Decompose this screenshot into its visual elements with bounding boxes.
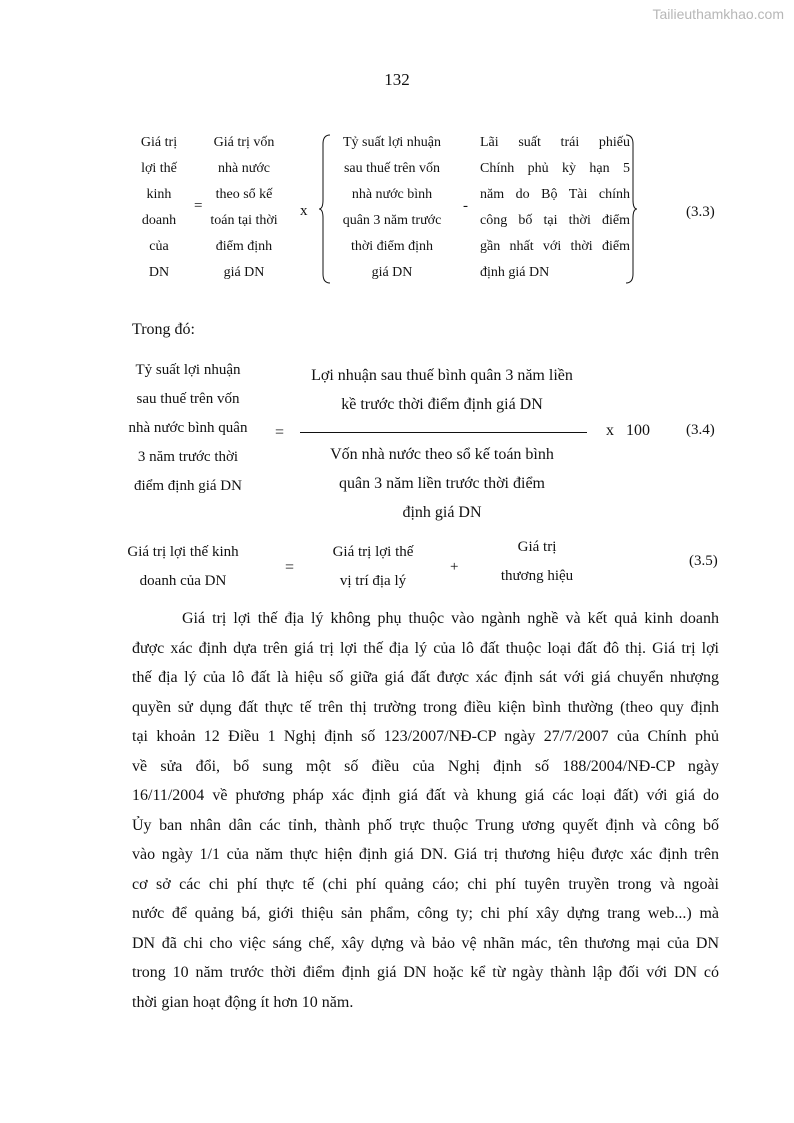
eq34-numerator bbox=[296, 361, 588, 419]
paragraph-line: vào ngày 1/1 của năm thực hiện định giá DN. Giá trị thương hiệu được xác định trên bbox=[132, 846, 719, 863]
eq33-lhs-line: của bbox=[149, 239, 169, 254]
eq33-equals-sign: = bbox=[194, 198, 203, 214]
paragraph-line: thế địa lý của lô đất là hiệu số giữa giá đất được xác định sát với giá chuyển nhượng bbox=[132, 669, 719, 686]
eq35-number: (3.5) bbox=[689, 553, 718, 569]
right-brace-icon bbox=[624, 134, 638, 284]
eq33-term-capital bbox=[198, 130, 290, 286]
eq33-term-line: định giá DN bbox=[480, 265, 550, 280]
eq34-numerator-line: Lợi nhuận sau thuế bình quân 3 năm liền bbox=[311, 367, 573, 384]
eq33-minus-sign: - bbox=[463, 198, 468, 214]
paragraph-line: Giá trị lợi thế địa lý không phụ thuộc vào ngành nghề và kết quả kinh doanh bbox=[182, 610, 719, 627]
eq35-lhs-line: doanh của DN bbox=[139, 573, 227, 589]
page-number: 132 bbox=[384, 70, 410, 89]
eq33-term-line: Giá trị vốn bbox=[213, 135, 275, 150]
paragraph-line: 16/11/2004 về phương pháp xác định giá đất và khung giá các loại đất) với giá do bbox=[132, 787, 719, 804]
eq33-term-profit-rate bbox=[330, 130, 454, 286]
eq33-term-line: công bố tại thời điểm bbox=[480, 213, 630, 228]
eq33-term-line: nhà nước bbox=[218, 161, 270, 176]
eq33-term-line: sau thuế trên vốn bbox=[343, 161, 441, 176]
paragraph-line: quyền sử dụng đất thực tế trên thị trường trong điều kiện bình thường (theo quy định bbox=[132, 698, 719, 716]
eq34-number: (3.4) bbox=[686, 422, 715, 438]
eq35-plus-sign: + bbox=[450, 559, 459, 575]
eq33-term-line: điểm định bbox=[215, 239, 273, 254]
eq35-term-brand bbox=[488, 533, 586, 591]
eq33-lhs-line: Giá trị bbox=[140, 135, 178, 150]
eq33-term-bond-rate bbox=[480, 130, 630, 286]
eq33-term-line: Tỷ suất lợi nhuận bbox=[343, 135, 441, 150]
eq35-lhs-line: Giá trị lợi thế kinh bbox=[127, 544, 239, 560]
where-label: Trong đó: bbox=[132, 321, 195, 338]
eq33-term-line: năm do Bộ Tài chính bbox=[480, 187, 630, 202]
eq33-term-line: nhà nước bình bbox=[351, 187, 433, 202]
eq34-lhs-line: điểm định giá DN bbox=[134, 478, 242, 494]
eq33-term-line: thời điểm định bbox=[350, 239, 434, 254]
eq35-lhs bbox=[110, 538, 256, 596]
eq35-equals-sign: = bbox=[285, 559, 295, 576]
eq35-term-line: vị trí địa lý bbox=[339, 573, 407, 589]
eq34-denominator bbox=[296, 440, 588, 527]
eq35-term-line: thương hiệu bbox=[500, 568, 574, 584]
eq33-term-line: Chính phủ kỳ hạn 5 bbox=[480, 161, 630, 176]
eq33-times-sign: x bbox=[300, 203, 308, 219]
eq33-term-line: toán tại thời bbox=[210, 213, 278, 228]
watermark: Tailieuthamkhao.com bbox=[652, 6, 784, 22]
paragraph-line: tại khoản 12 Điều 1 Nghị định số 123/2007/NĐ-CP ngày 27/7/2007 của Chính phủ bbox=[132, 728, 719, 745]
eq34-factor: 100 bbox=[626, 422, 650, 439]
eq33-term-line: quân 3 năm trước bbox=[342, 213, 442, 228]
eq34-equals-sign: = bbox=[275, 424, 285, 441]
eq34-denominator-line: định giá DN bbox=[402, 504, 482, 521]
paragraph-line: về sửa đổi, bổ sung một số điều của Nghị định số 188/2004/NĐ-CP ngày bbox=[132, 757, 719, 775]
eq35-term-location bbox=[316, 538, 430, 596]
eq33-lhs-line: DN bbox=[148, 265, 170, 280]
eq33-term-line: gần nhất với thời điểm bbox=[480, 239, 630, 254]
paragraph-line: được xác định dựa trên giá trị lợi thế địa lý của lô đất thuộc loại đất đô thị. Giá trị lợi bbox=[132, 639, 719, 657]
eq33-lhs-line: lợi thế bbox=[141, 161, 177, 176]
eq34-times-sign: x bbox=[606, 422, 614, 439]
eq33-term-line: theo sổ kế bbox=[215, 187, 273, 202]
eq34-lhs-line: 3 năm trước thời bbox=[137, 449, 239, 465]
paragraph-line: cơ sở các chi phí thực tế (chi phí quảng cáo; chi phí tuyên truyền trong và ngoài bbox=[132, 875, 719, 893]
paragraph-line: DN đã chi cho việc sáng chế, xây dựng và bảo vệ nhãn mác, tên thương mại của DN bbox=[132, 934, 719, 952]
eq34-denominator-line: quân 3 năm liền trước thời điểm bbox=[339, 475, 545, 492]
paragraph-line: trong 10 năm trước thời điểm định giá DN hoặc kể từ ngày thành lập đối với DN có bbox=[132, 964, 719, 981]
eq34-denominator-line: Vốn nhà nước theo sổ kế toán bình bbox=[330, 446, 554, 463]
eq33-term-line: giá DN bbox=[223, 265, 265, 280]
paragraph-line: nước để quảng bá, giới thiệu sản phẩm, công ty; chi phí xây dựng trang web...) mà bbox=[132, 905, 719, 922]
eq34-lhs-line: Tỷ suất lợi nhuận bbox=[135, 362, 241, 378]
paragraph-line: Ủy ban nhân dân các tỉnh, thành phố trực thuộc Trung ương quyết định và công bố bbox=[132, 816, 719, 834]
eq33-number: (3.3) bbox=[686, 204, 715, 220]
fraction-bar bbox=[300, 432, 587, 433]
eq33-lhs-line: kinh bbox=[146, 187, 172, 202]
eq34-lhs-line: sau thuế trên vốn bbox=[136, 391, 240, 407]
eq34-numerator-line: kề trước thời điểm định giá DN bbox=[341, 396, 543, 413]
eq34-lhs-line: nhà nước bình quân bbox=[128, 420, 248, 436]
body-paragraph bbox=[132, 604, 719, 1017]
eq34-lhs bbox=[112, 356, 264, 501]
eq33-lhs-line: doanh bbox=[141, 213, 177, 228]
eq33-lhs bbox=[129, 130, 189, 286]
eq35-term-line: Giá trị bbox=[517, 539, 557, 555]
eq35-term-line: Giá trị lợi thế bbox=[332, 544, 414, 560]
eq33-term-line: Lãi suất trái phiếu bbox=[480, 135, 630, 150]
eq33-term-line: giá DN bbox=[371, 265, 413, 280]
paragraph-line: thời gian hoạt động ít hơn 10 năm. bbox=[132, 993, 354, 1011]
